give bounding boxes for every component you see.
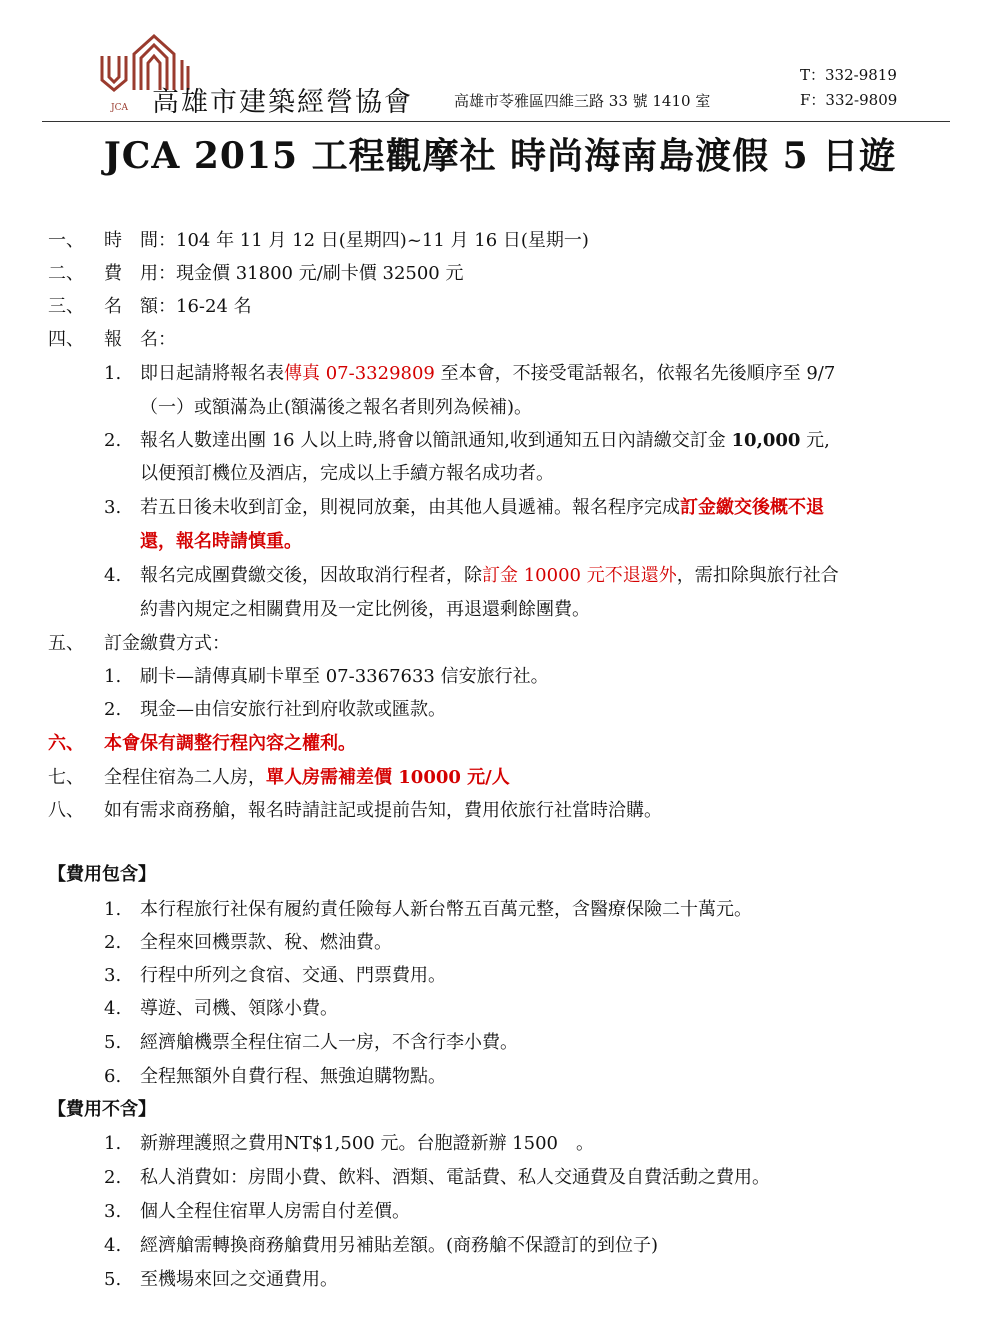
item-label: 時 間： [104,230,176,251]
list-item-number: 2. [104,1167,122,1188]
list-item-number: 4. [104,1235,122,1256]
list-item: 至機場來回之交通費用。 [140,1269,338,1290]
text-span: 即日起請將報名表 [140,363,284,384]
sub-item-text: 刷卡—請傳真刷卡單至 07-3367633 信安旅行社。 [140,666,549,687]
warning-text: 訂金繳交後概不退 [680,497,824,518]
list-item: 新辦理護照之費用NT$1,500 元。台胞證新辦 1500 。 [140,1133,594,1154]
list-item-number: 3. [104,965,122,986]
header-divider [42,121,950,122]
list-item-number: 1. [104,899,122,920]
item-number: 二、 [48,263,84,284]
list-item-number: 6. [104,1066,122,1087]
item-quota [104,295,252,319]
item-time [104,229,589,253]
list-item: 行程中所列之食宿、交通、門票費用。 [140,965,446,986]
warning-text-continued: 還，報名時請慎重。 [140,531,302,552]
item-payment-method: 訂金繳費方式： [104,633,230,654]
text-span: 元, [800,430,830,451]
sub-item-text [140,564,839,588]
list-item-number: 5. [104,1032,122,1053]
text-span: ，需扣除與旅行社合 [676,565,839,586]
fax-number-highlight: 傳真 07-3329809 [284,363,435,384]
list-item: 本行程旅行社保有履約責任險每人新台幣五百萬元整，含醫療保險二十萬元。 [140,899,752,920]
sub-item-number: 3. [104,497,122,518]
sub-item-text: 現金—由信安旅行社到府收款或匯款。 [140,699,446,720]
list-item: 個人全程住宿單人房需自付差價。 [140,1201,410,1222]
item-value: 現金價 31800 元/刷卡價 32500 元 [176,263,464,284]
sub-item-text-continued: （一）或額滿為止(額滿後之報名者則列為候補)。 [140,397,533,418]
sub-item-number: 2. [104,430,122,451]
list-item-number: 2. [104,932,122,953]
list-item: 經濟艙機票全程住宿二人一房，不含行李小費。 [140,1032,518,1053]
item-value: 16-24 名 [176,296,252,317]
list-item-number: 1. [104,1133,122,1154]
text-span: 若五日後未收到訂金，則視同放棄，由其他人員遞補。報名程序完成 [140,497,680,518]
item-number: 四、 [48,329,84,350]
text-span: 全程住宿為二人房， [104,767,266,788]
letterhead [0,0,1000,125]
org-name: 高雄市建築經營協會 [152,87,413,118]
text-span: 至本會，不接受電話報名，依報名先後順序至 9/7 [434,363,836,384]
list-item-number: 3. [104,1201,122,1222]
item-business-class: 如有需求商務艙，報名時請註記或提前告知，費用依旅行社當時洽購。 [104,800,662,821]
item-label: 名 額： [104,296,176,317]
sub-item-number: 1. [104,666,122,687]
sub-item-text [140,362,835,386]
org-address: 高雄市苓雅區四維三路 33 號 1410 室 [454,92,711,110]
list-item: 私人消費如：房間小費、飲料、酒類、電話費、私人交通費及自費活動之費用。 [140,1167,770,1188]
item-label: 費 用： [104,263,176,284]
sub-item-number: 1. [104,363,122,384]
item-number: 三、 [48,296,84,317]
telephone: T：332-9819 [800,66,897,84]
sub-item-text [140,496,824,520]
single-room-surcharge: 單人房需補差價 10000 元/人 [266,767,510,788]
item-fee [104,262,463,286]
sub-item-text [140,429,830,453]
item-accommodation [104,766,510,790]
sub-item-number: 4. [104,565,122,586]
list-item: 全程無額外自費行程、無強迫購物點。 [140,1066,446,1087]
item-registration: 報 名： [104,329,176,350]
fax-number: F：332-9809 [800,91,898,109]
item-number: 六、 [48,733,84,754]
deposit-highlight: 訂金 10000 元不退還外 [482,565,677,586]
item-number: 八、 [48,800,84,821]
list-item: 導遊、司機、領隊小費。 [140,998,338,1019]
logo-text: JCA [111,103,128,113]
sub-item-number: 2. [104,699,122,720]
excluded-heading: 【費用不含】 [48,1099,156,1120]
sub-item-text-continued: 以便預訂機位及酒店，完成以上手續方報名成功者。 [140,463,554,484]
item-value: 104 年 11 月 12 日(星期四)~11 月 16 日(星期一) [176,230,589,251]
list-item-number: 4. [104,998,122,1019]
deposit-amount: 10,000 [731,430,801,451]
text-span: 報名完成團費繳交後，因故取消行程者，除 [140,565,482,586]
item-number: 五、 [48,633,84,654]
page-title: JCA 2015 工程觀摩社 時尚海南島渡假 5 日遊 [103,135,897,177]
list-item: 經濟艙需轉換商務艙費用另補貼差額。(商務艙不保證訂的到位子) [140,1235,659,1256]
list-item-number: 5. [104,1269,122,1290]
item-number: 一、 [48,230,84,251]
text-span: 報名人數達出團 16 人以上時,將會以簡訊通知,收到通知五日內請繳交訂金 [140,430,732,451]
item-number: 七、 [48,767,84,788]
item-rights-notice: 本會保有調整行程內容之權利。 [104,733,356,754]
list-item: 全程來回機票款、稅、燃油費。 [140,932,392,953]
sub-item-text-continued: 約書內規定之相關費用及一定比例後，再退還剩餘團費。 [140,599,590,620]
included-heading: 【費用包含】 [48,864,156,885]
